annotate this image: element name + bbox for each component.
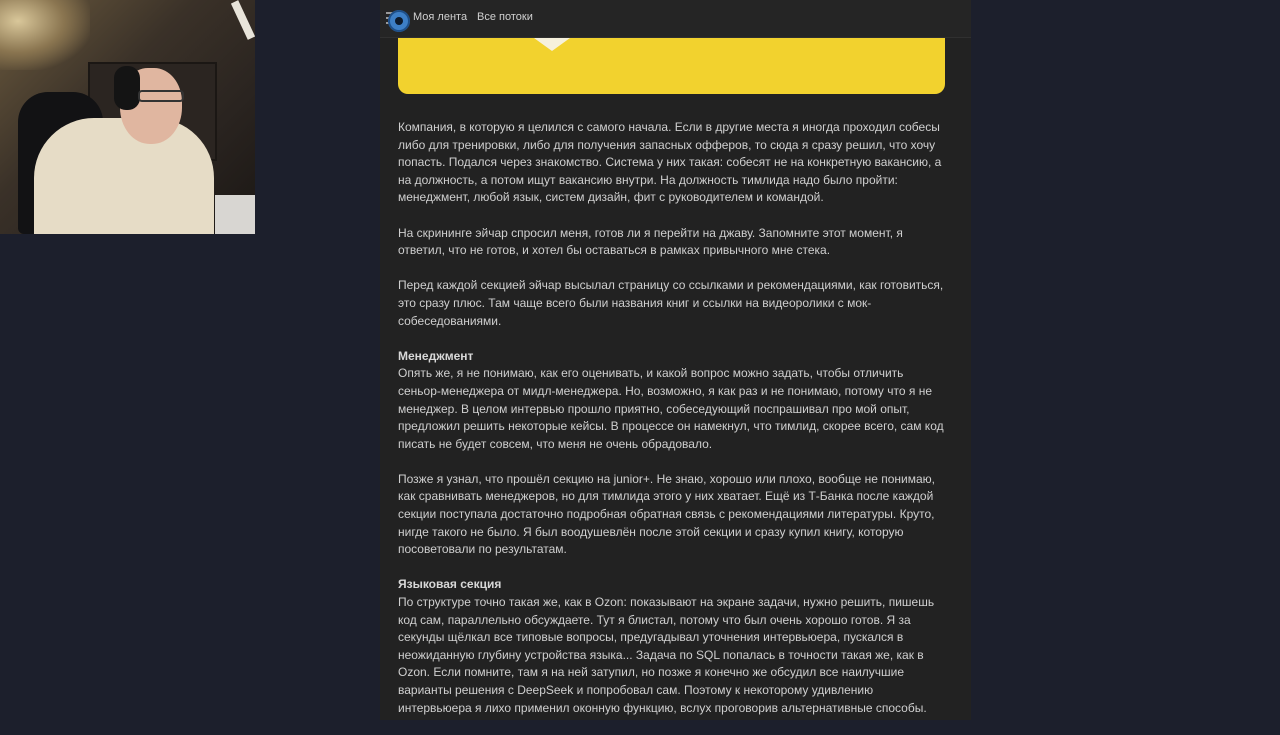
article-paragraph: Перед каждой секцией эйчар высылал страницу со ссылками и рекомендациями, как готовиться, это сразу плюс. Там чаще всего были названия книг и ссылки на видеоролики с мок-собеседованиями. bbox=[398, 278, 944, 328]
article-paragraph: Опять же, я не понимаю, как его оценивать, и какой вопрос можно задать, чтобы отличить сеньор-менеджера от мидл-менеджера. Но, возможно, я как раз и не понимаю, потому что я не менеджер. В целом интервью прошло приятно, собеседующий поспрашивал про мой опыт, предложил решить некоторые кейсы. В процессе он намекнул, что тимлид, скорее всего, сам код писать не будет совсем, что меня не очень обрадовало. bbox=[398, 366, 944, 451]
browser-page bbox=[380, 0, 971, 720]
desk-object bbox=[215, 195, 255, 234]
section-heading-language: Языковая секция bbox=[398, 577, 502, 592]
webcam-overlay bbox=[0, 0, 255, 234]
top-nav-bar bbox=[380, 0, 971, 38]
site-logo-icon[interactable] bbox=[388, 10, 410, 32]
ceiling-light bbox=[231, 0, 255, 40]
headphones bbox=[114, 66, 140, 110]
article-banner-image bbox=[398, 38, 945, 94]
article-paragraph: На скрининге эйчар спросил меня, готов ли я перейти на джаву. Запомните этот момент, я ответил, что не готов, и хотел бы оставаться в рамках привычного мне стека. bbox=[398, 225, 903, 258]
section-heading-management: Менеджмент bbox=[398, 348, 474, 363]
article-paragraph: Компания, в которую я целился с самого начала. Если в другие места я иногда проходил собесы либо для тренировки, либо для получения запасных офферов, то сюда я сразу решил, что хочу попасть. Подался через знакомство. Система у них такая: собесят не на конкретную вакансию, а на должность, а потом ищут вакансию внутри. На должность тимлида надо было пройти: менеджмент, любой язык, систем дизайн, фит с руководителем и командой. bbox=[398, 120, 942, 205]
article-body bbox=[398, 119, 948, 735]
article-paragraph: Позже я узнал, что прошёл секцию на junior+. Не знаю, хорошо или плохо, вообще не понимаю, как сравнивать менеджеров, но для тимлида этого у них хватает. Ещё из Т-Банка после каждой секции поступала достаточно подробная обратная связь с рекомендациями литературы. Круто, нигде такого не было. Я был воодушевлён после этой секции и сразу купил книгу, которую посоветовали по результатам. bbox=[398, 471, 935, 557]
banner-logo-shape bbox=[534, 38, 570, 51]
nav-my-feed[interactable]: Моя лента bbox=[413, 11, 468, 23]
nav-all-streams[interactable]: Все потоки bbox=[477, 11, 533, 23]
person-hoodie bbox=[34, 118, 214, 234]
lamp-glow bbox=[0, 0, 90, 70]
article-paragraph: По структуре точно такая же, как в Ozon: показывают на экране задачи, нужно решить, пишешь код сам, параллельно обсуждаете. Тут я блистал, потому что был очень хорошо готов. Я за секунды щёлкал все типовые вопросы, предугадывал уточнения интервьюера, пускался в неожиданную глубину устройства языка... Задача по SQL попалась в точности такая же, как в Ozon. Если помните, там я на ней затупил, но позже я конечно же обсудил все наилучшие варианты решения с DeepSeek и попробовал сам. Поэтому к некоторому удивлению интервьюера я лихо применил оконную функцию, вслух проговорив альтернативные способы. bbox=[398, 595, 935, 715]
glasses bbox=[138, 90, 184, 102]
